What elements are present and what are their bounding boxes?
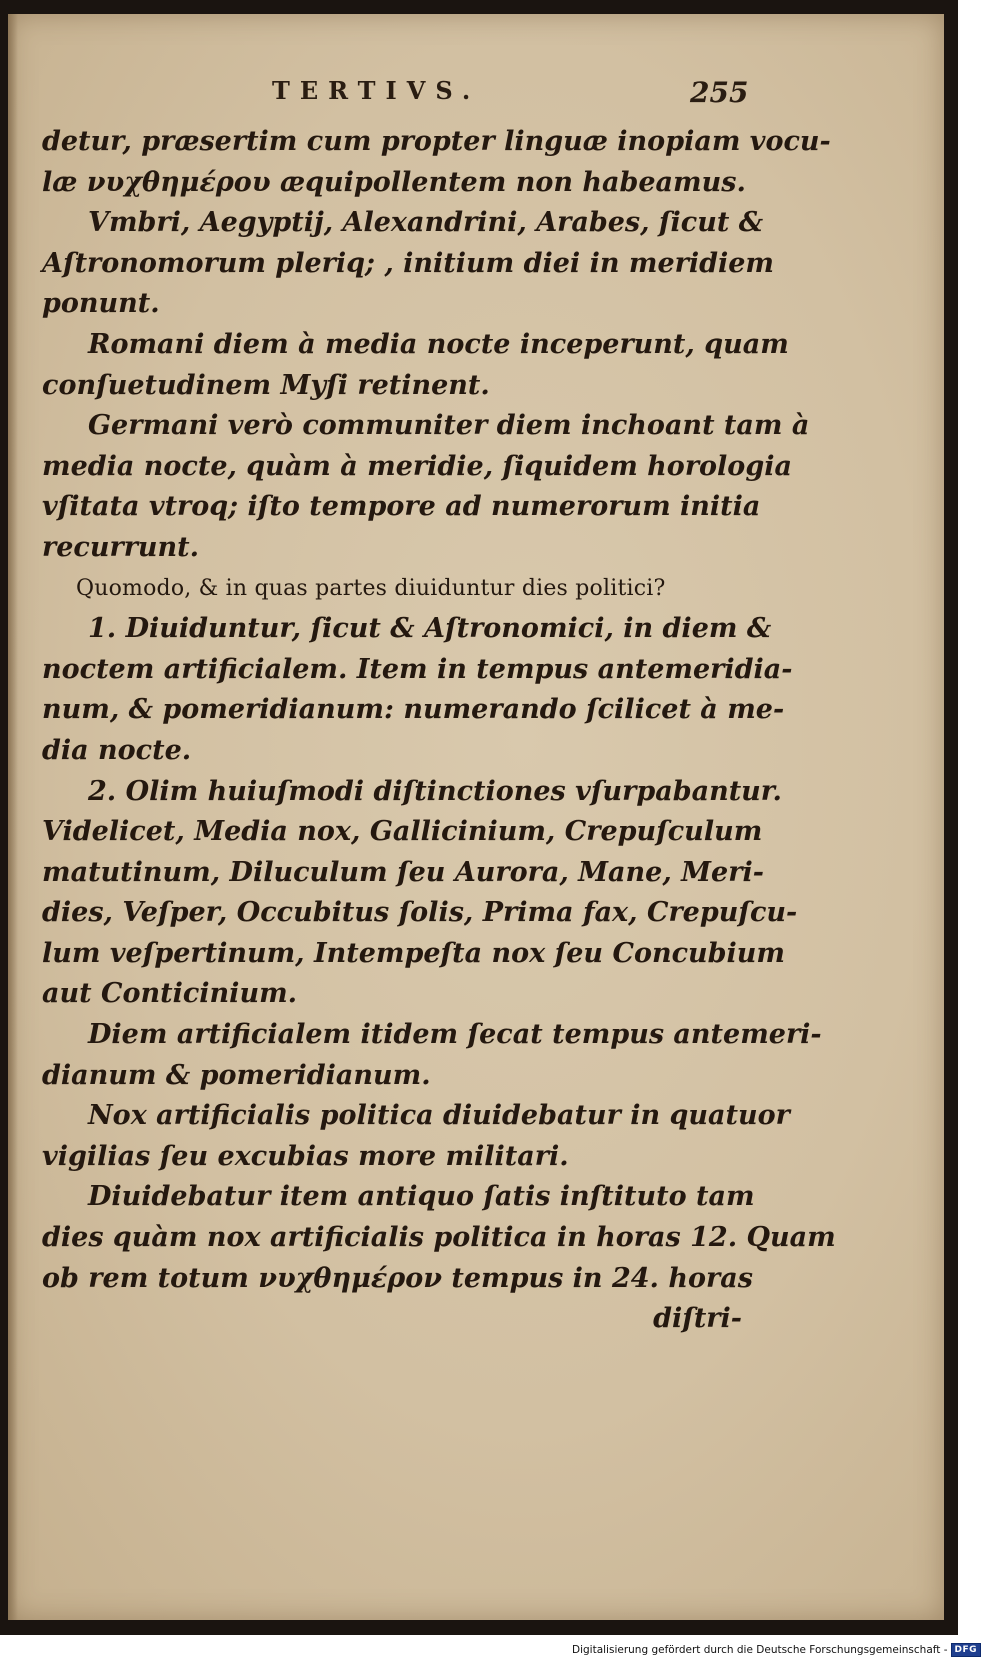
text-line: lum veſpertinum, Intempeſta nox ſeu Concubium bbox=[42, 937, 785, 969]
text-line: ponunt. bbox=[42, 288, 160, 320]
book-page bbox=[8, 14, 944, 1620]
text-line: dianum & pomeridianum. bbox=[42, 1059, 431, 1091]
text-line: 1. Diuiduntur, ſicut & Aſtronomici, in diem & bbox=[88, 613, 772, 645]
text-line: Diem artificialem itidem ſecat tempus antemeri- bbox=[88, 1019, 822, 1051]
text-line: num, & pomeridianum: numerando ſcilicet à me- bbox=[42, 694, 785, 726]
text-line: Germani verò communiter diem inchoant tam à bbox=[88, 410, 810, 442]
text-line: Nox artificialis politica diuidebatur in quatuor bbox=[88, 1100, 790, 1132]
page-gutter-shadow bbox=[8, 14, 18, 1620]
dfg-logo: DFG bbox=[951, 1643, 982, 1657]
text-line: Vmbri, Aegyptij, Alexandrini, Arabes, ſicut & bbox=[88, 207, 764, 239]
page-number: 255 bbox=[690, 76, 749, 109]
text-line: recurrunt. bbox=[42, 531, 200, 563]
text-line: Romani diem à media nocte inceperunt, quam bbox=[88, 328, 789, 360]
text-line: detur, præsertim cum propter linguæ inopiam vocu- bbox=[42, 126, 831, 157]
credit-text: Digitalisierung gefördert durch die Deutsche Forschungsgemeinschaft - bbox=[572, 1644, 948, 1656]
text-line: conſuetudinem Myſi retinent. bbox=[42, 369, 490, 401]
text-line: 2. Olim huiuſmodi diſtinctiones vſurpabantur. bbox=[88, 775, 782, 807]
text-line: dia nocte. bbox=[42, 734, 192, 766]
text-line: ob rem totum νυχθημέρον tempus in 24. horas bbox=[42, 1262, 753, 1294]
text-line: aut Conticinium. bbox=[42, 978, 298, 1010]
text-line: media nocte, quàm à meridie, ſiquidem horologia bbox=[42, 450, 792, 482]
running-head: TERTIVS. bbox=[272, 76, 481, 105]
text-line: læ νυχθημέρου æquipollentem non habeamus. bbox=[42, 166, 746, 198]
text-line: vigilias ſeu excubias more militari. bbox=[42, 1140, 569, 1172]
text-line: Videlicet, Media nox, Gallicinium, Crepuſculum bbox=[42, 816, 763, 848]
catchword: diſtri- bbox=[653, 1303, 742, 1335]
text-line: Diuidebatur item antiquo ſatis inſtituto tam bbox=[88, 1181, 755, 1213]
text-line: vſitata vtroq; iſto tempore ad numerorum initia bbox=[42, 491, 761, 523]
text-line: dies, Veſper, Occubitus ſolis, Prima fax, Crepuſcu- bbox=[42, 897, 798, 929]
text-block bbox=[42, 122, 836, 1340]
text-line: dies quàm nox artificialis politica in horas 12. Quam bbox=[42, 1222, 836, 1254]
text-line: matutinum, Diluculum ſeu Aurora, Mane, Meri- bbox=[42, 856, 764, 888]
text-line: Aſtronomorum pleriq; , initium diei in meridiem bbox=[42, 247, 774, 279]
digitization-credit bbox=[572, 1641, 981, 1659]
text-line: noctem artificialem. Item in tempus antemeridia- bbox=[42, 653, 793, 685]
question-heading: Quomodo, & in quas partes diuiduntur dies politici? bbox=[76, 575, 666, 601]
